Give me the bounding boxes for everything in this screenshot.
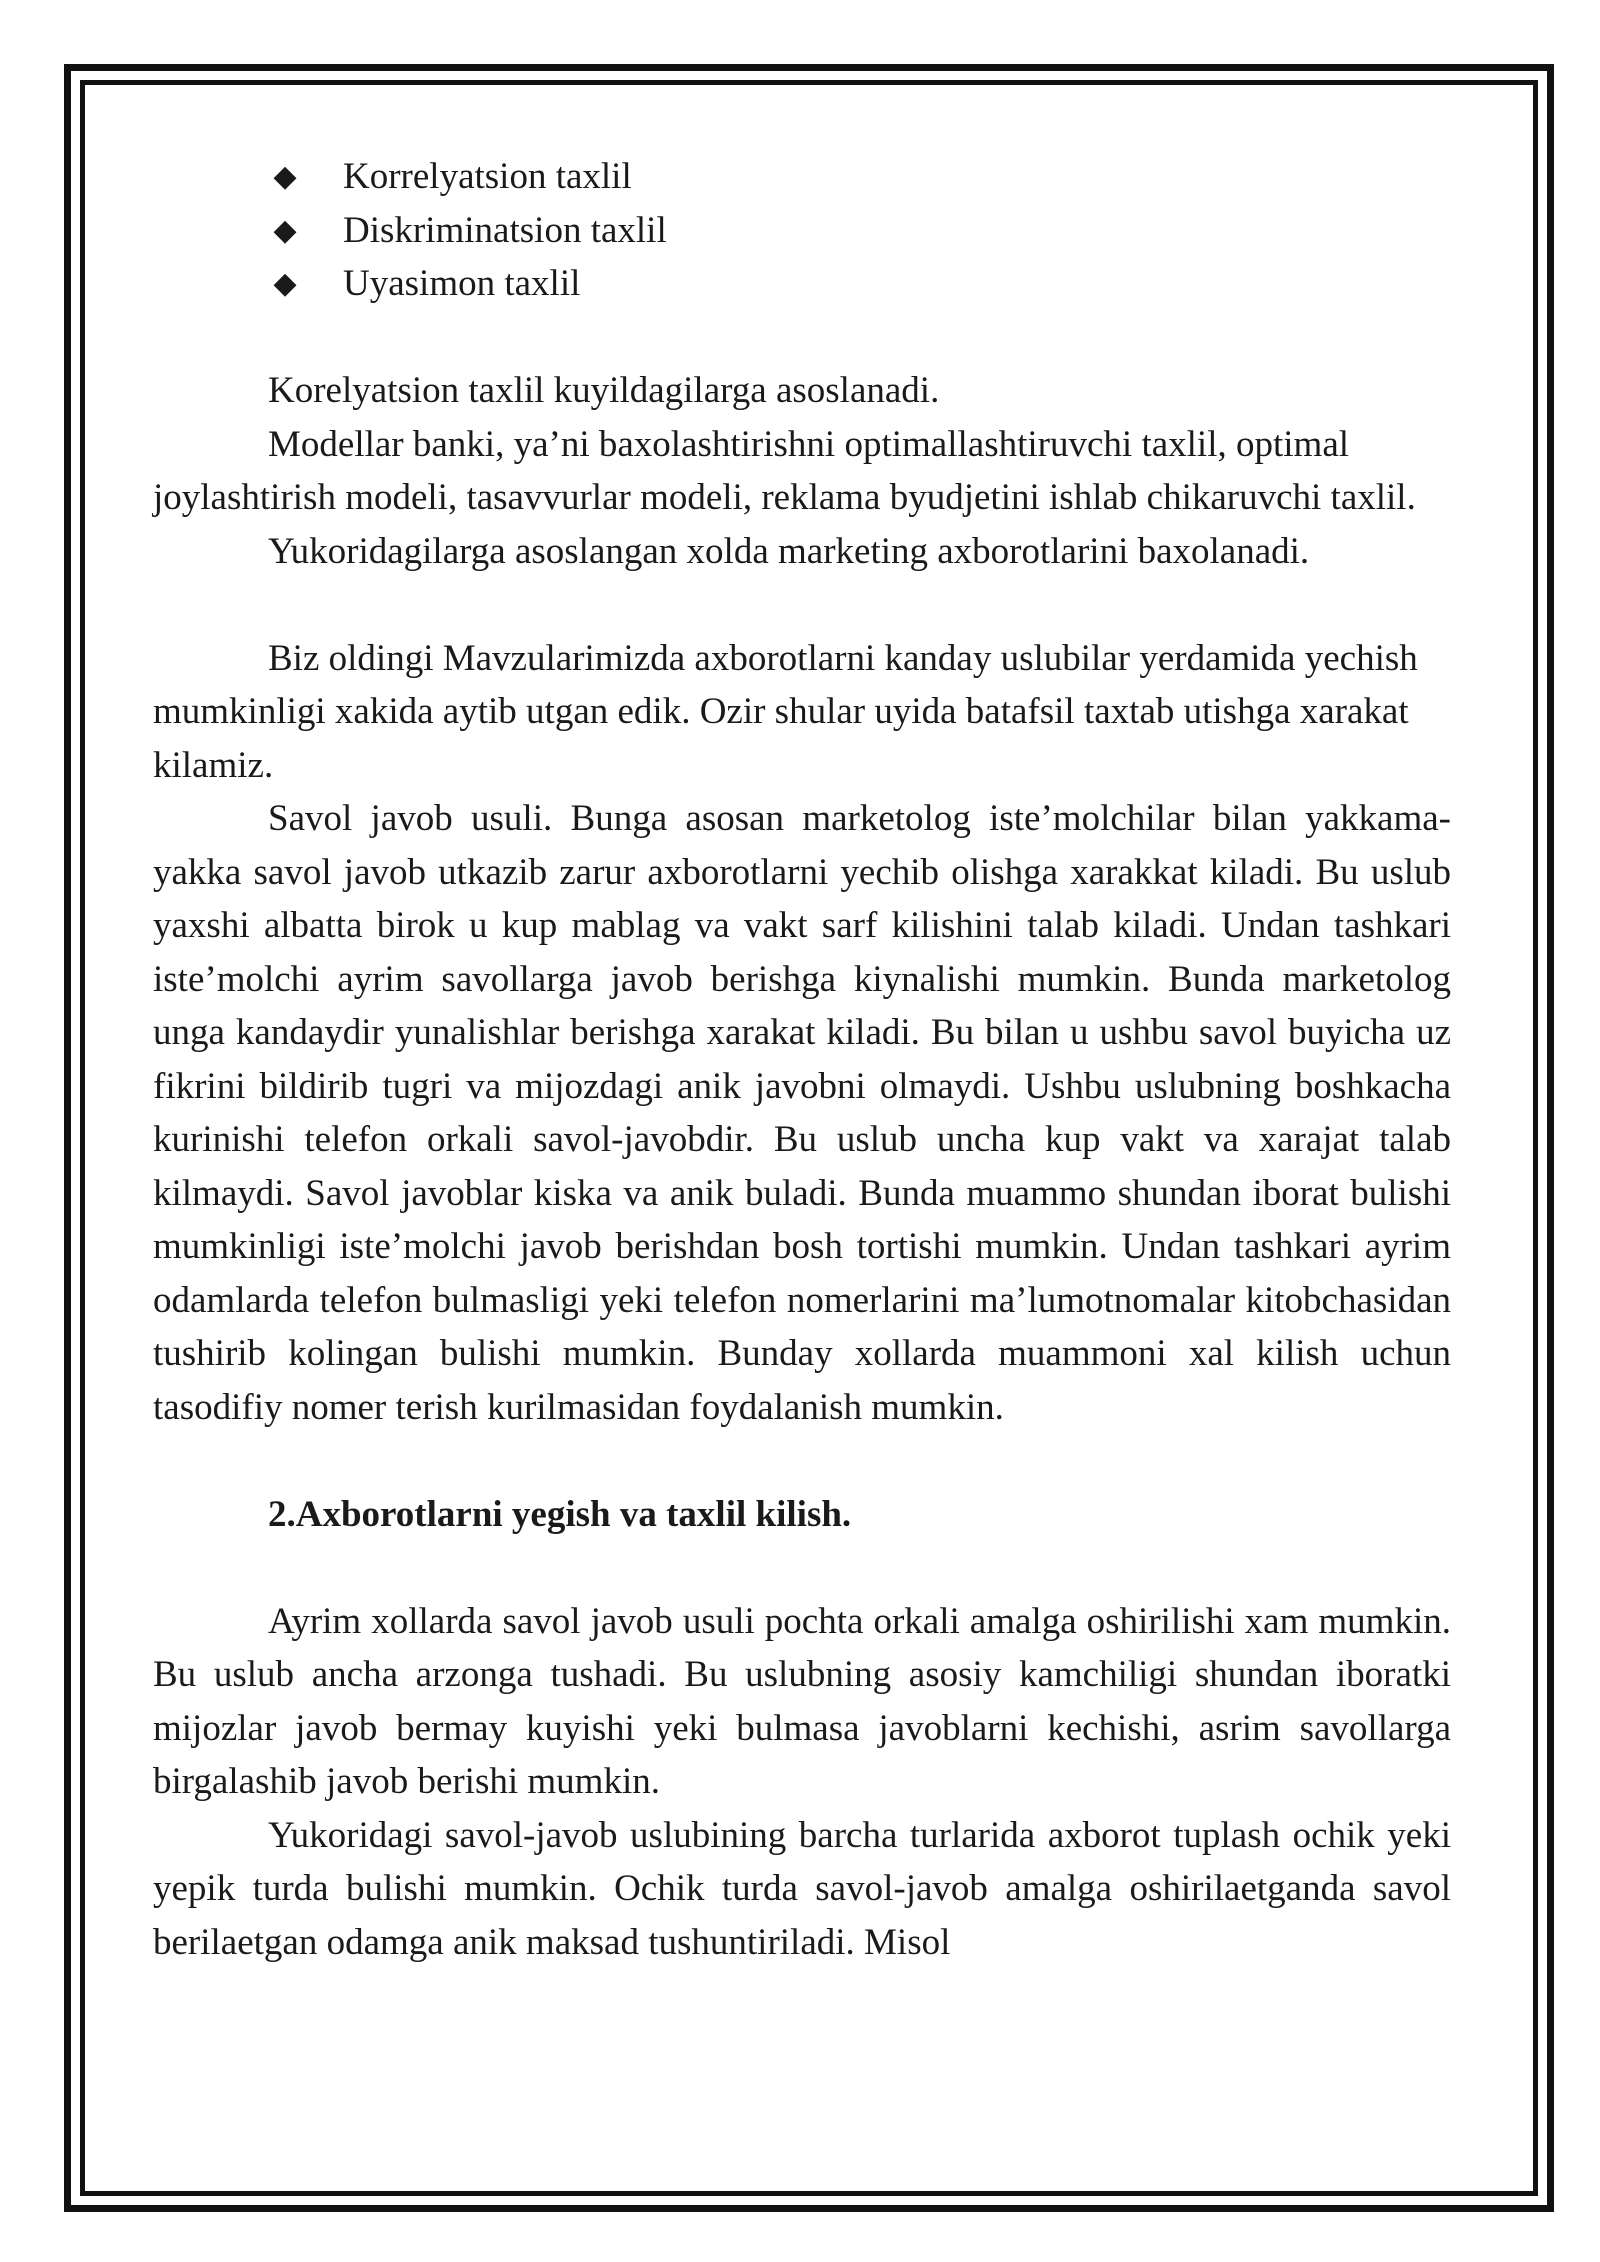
black-diamond-icon: ◆	[273, 212, 297, 248]
list-item-text: Uyasimon taxlil	[343, 263, 581, 304]
black-diamond-icon: ◆	[273, 159, 297, 194]
paragraph: Yukoridagilarga asoslangan xolda marketing axborotlarini baxolanadi.	[268, 530, 1310, 572]
paragraph: Ayrim xollarda savol javob usuli pochta orkali amalga oshirilishi xam mumkin. Bu uslub ancha arzonga tushadi. Bu uslubning asosiy kamchiligi shundan iboratki mijozlar javob bermay kuyishi yeki bulmasa javoblarni kechishi, asrim savollarga birgalashib javob berishi mumkin.	[153, 1600, 1451, 1802]
paragraph: Yukoridagi savol-javob uslubining barcha turlarida axborot tuplash ochik yeki yepik turda bulishi mumkin. Ochik turda savol-javob amalga oshirilaetganda savol berilaetgan odamga anik maksad tushuntiriladi. Misol	[153, 1814, 1451, 1963]
paragraph: Korelyatsion taxlil kuyildagilarga asoslanadi.	[268, 370, 940, 411]
spacer	[153, 1541, 1451, 1595]
spacer	[153, 1434, 1451, 1488]
analysis-types-list	[153, 150, 1451, 311]
paragraph: Modellar banki, ya’ni baxolashtirishni optimallashtiruvchi taxlil, optimal joylashtirish modeli, tasavvurlar modeli, reklama byudjetini ishlab chikaruvchi taxlil.	[153, 423, 1416, 518]
spacer	[153, 578, 1451, 632]
list-item	[153, 150, 1451, 204]
spacer	[153, 311, 1451, 365]
document-body	[153, 150, 1451, 1969]
list-item	[153, 257, 1451, 311]
paragraph: Biz oldingi Mavzularimizda axborotlarni kanday uslubilar yerdamida yechish mumkinligi xakida aytib utgan edik. Ozir shular uyida batafsil taxtab utishga xarakat kilamiz.	[153, 637, 1418, 786]
black-diamond-icon: ◆	[273, 266, 297, 301]
list-item-text: Diskriminatsion taxlil	[343, 209, 667, 251]
paragraph: Savol javob usuli. Bunga asosan marketolog iste’molchilar bilan yakkama-yakka savol javob utkazib zarur axborotlarni yechib olishga xarakkat kiladi. Bu uslub yaxshi albatta birok u kup mablag va vakt sarf kilishini talab kiladi. Undan tashkari iste’molchi ayrim savollarga javob berishga kiynalishi mumkin. Bunda marketolog unga kandaydir yunalishlar berishga xarakat kiladi. Bu bilan u ushbu savol buyicha uz fikrini bildirib tugri va mijozdagi anik javobni olmaydi. Ushbu uslubning boshkacha kurinishi telefon orkali savol-javobdir. Bu uslub uncha kup vakt va xarajat talab kilmaydi. Savol javoblar kiska va anik buladi. Bunda muammo shundan iborat bulishi mumkinligi iste’molchi javob berishdan bosh tortishi mumkin. Undan tashkari ayrim odamlarda telefon bulmasligi yeki telefon nomerlarini ma’lumotnomalar kitobchasidan tushirib kolingan bulishi mumkin. Bunday xollarda muammoni xal kilish uchun tasodifiy nomer terish kurilmasidan foydalanish mumkin.	[153, 798, 1451, 1428]
list-item	[153, 204, 1451, 258]
list-item-text: Korrelyatsion taxlil	[343, 156, 632, 197]
section-heading: 2.Axborotlarni yegish va taxlil kilish.	[268, 1493, 852, 1535]
